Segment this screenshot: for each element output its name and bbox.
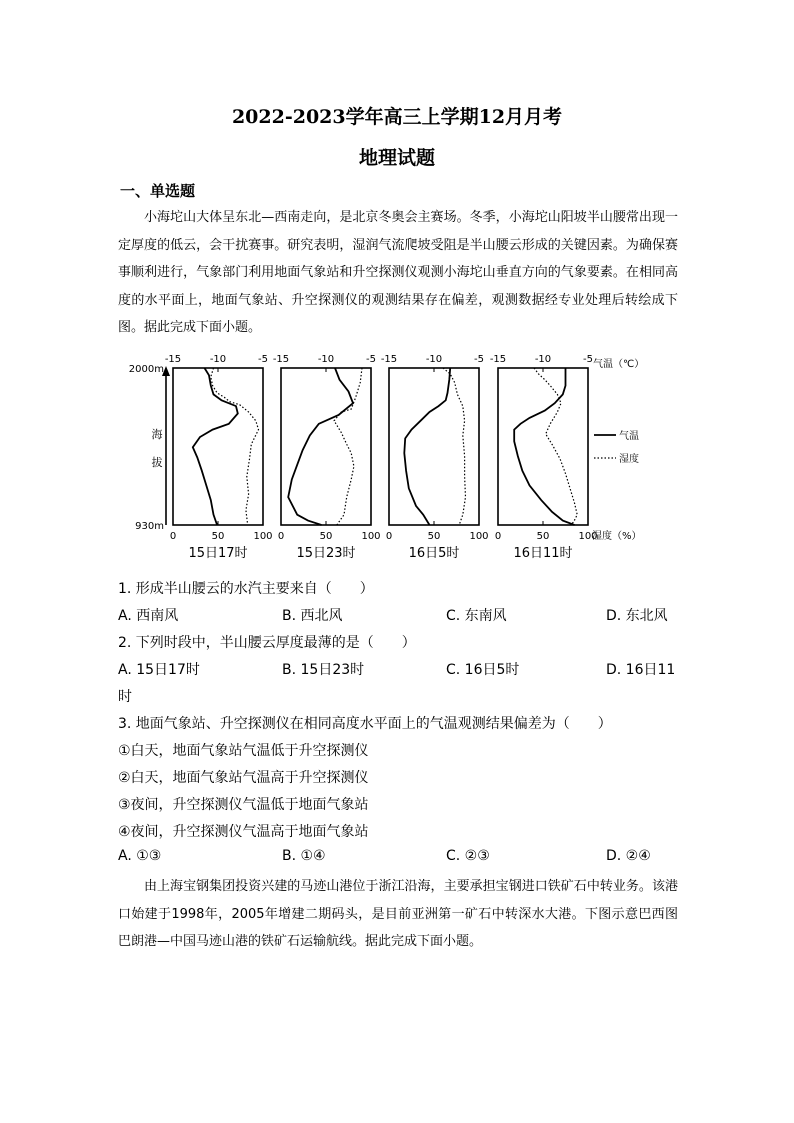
altitude-bottom-label: 930m — [135, 521, 164, 532]
humidity-tick-label: 100 — [253, 531, 273, 542]
temp-tick-label: -5 — [366, 354, 376, 365]
passage-2-text: 由上海宝钢集团投资兴建的马迹山港位于浙江沿海，主要承担宝钢进口铁矿石中转业务。该港口始建于1998年，2005年增建二期码头，是目前亚洲第一矿石中转深水大港。下图示意巴西图巴朗港—中国马迹山港的铁矿石运输航线。据此完成下面小题。 — [118, 879, 678, 949]
temp-tick-label: -15 — [272, 354, 290, 365]
temperature-line — [514, 368, 574, 525]
q2-option-b[interactable]: B. 15日23时 — [282, 662, 365, 678]
altitude-axis-label-2: 拔 — [151, 456, 163, 469]
humidity-tick-label: 100 — [361, 531, 381, 542]
humidity-tick-label: 0 — [277, 531, 285, 542]
temp-tick-label: -5 — [474, 354, 484, 365]
temp-tick-label: -10 — [425, 354, 443, 365]
altitude-top-label: 2000m — [128, 364, 164, 375]
q1-option-c[interactable]: C. 东南风 — [446, 608, 507, 624]
temp-tick-label: -15 — [164, 354, 182, 365]
temp-tick-label: -10 — [209, 354, 227, 365]
humidity-line — [211, 368, 259, 525]
panel-caption: 15日17时 — [188, 546, 248, 561]
q1-option-d[interactable]: D. 东北风 — [606, 608, 668, 624]
q3-option-a[interactable]: A. ①③ — [118, 848, 162, 864]
temp-tick-label: -15 — [380, 354, 398, 365]
temp-tick-label: -5 — [583, 354, 593, 365]
panel-frame — [389, 368, 479, 525]
page-subtitle: 地理试题 — [358, 147, 435, 169]
panel-frame — [173, 368, 263, 525]
humidity-tick-label: 50 — [427, 531, 441, 542]
q3-statement-2: ②白天，地面气象站气温高于升空探测仪 — [118, 770, 369, 786]
q3-option-c[interactable]: C. ②③ — [446, 848, 490, 864]
passage-2 — [118, 873, 678, 956]
question-3-stem: 3. 地面气象站、升空探测仪在相同高度水平面上的气温观测结果偏差为（ ） — [118, 716, 612, 732]
legend-temperature-label: 气温 — [619, 431, 639, 442]
q3-statement-1: ①白天，地面气象站气温低于升空探测仪 — [118, 743, 369, 759]
humidity-tick-label: 50 — [211, 531, 225, 542]
humidity-tick-label: 50 — [319, 531, 333, 542]
temp-tick-label: -5 — [258, 354, 268, 365]
page-title: 2022-2023学年高三上学期12月月考 — [231, 106, 563, 128]
climate-chart — [120, 350, 680, 565]
humidity-tick-label: 50 — [536, 531, 550, 542]
section-heading: 一、单选题 — [120, 182, 196, 200]
humidity-tick-label: 100 — [469, 531, 489, 542]
q1-option-b[interactable]: B. 西北风 — [282, 608, 343, 624]
humidity-unit-label: 湿度（%） — [592, 531, 642, 542]
panel-caption: 16日11时 — [513, 546, 573, 561]
legend-humidity-label: 湿度 — [619, 454, 639, 465]
q2-option-c[interactable]: C. 16日5时 — [446, 662, 520, 678]
q3-statement-4: ④夜间，升空探测仪气温高于地面气象站 — [118, 824, 369, 840]
humidity-tick-label: 0 — [494, 531, 502, 542]
panel-caption: 16日5时 — [408, 546, 460, 561]
passage-1-text: 小海坨山大体呈东北—西南走向，是北京冬奥会主赛场。冬季，小海坨山阳坡半山腰常出现一定厚度的低云，会干扰赛事。研究表明，湿润气流爬坡受阻是半山腰云形成的关键因素。为确保赛事顺利进行，气象部门利用地面气象站和升空探测仪观测小海坨山垂直方向的气象要素。在相同高度的水平面上，地面气象站、升空探测仪的观测结果存在偏差，观测数据经专业处理后转绘成下图。据此完成下面小题。 — [118, 210, 678, 335]
temperature-line — [193, 368, 238, 525]
question-1-stem: 1. 形成半山腰云的水汽主要来自（ ） — [118, 581, 374, 597]
q3-statement-3: ③夜间，升空探测仪气温低于地面气象站 — [118, 797, 369, 813]
q2-option-d[interactable]: D. 16日11 — [606, 662, 676, 678]
humidity-tick-label: 100 — [578, 531, 598, 542]
temp-tick-label: -15 — [489, 354, 507, 365]
q2-option-a[interactable]: A. 15日17时 — [118, 662, 200, 678]
humidity-line — [443, 368, 466, 525]
humidity-tick-label: 0 — [169, 531, 177, 542]
panel-frame — [281, 368, 371, 525]
q3-option-b[interactable]: B. ①④ — [282, 848, 326, 864]
temp-tick-label: -10 — [317, 354, 335, 365]
temperature-line — [404, 368, 450, 525]
panel-caption: 15日23时 — [296, 546, 356, 561]
question-2-stem: 2. 下列时段中，半山腰云厚度最薄的是（ ） — [118, 635, 416, 651]
altitude-axis-label-1: 海 — [151, 428, 163, 441]
temp-unit-label: 气温（℃） — [593, 359, 645, 370]
q3-option-d[interactable]: D. ②④ — [606, 848, 651, 864]
q1-option-a[interactable]: A. 西南风 — [118, 608, 179, 624]
q2-option-d-wrap: 时 — [118, 689, 132, 705]
temperature-line — [288, 368, 353, 525]
humidity-tick-label: 0 — [385, 531, 393, 542]
temp-tick-label: -10 — [534, 354, 552, 365]
passage-1 — [118, 204, 678, 342]
humidity-line — [534, 368, 577, 525]
